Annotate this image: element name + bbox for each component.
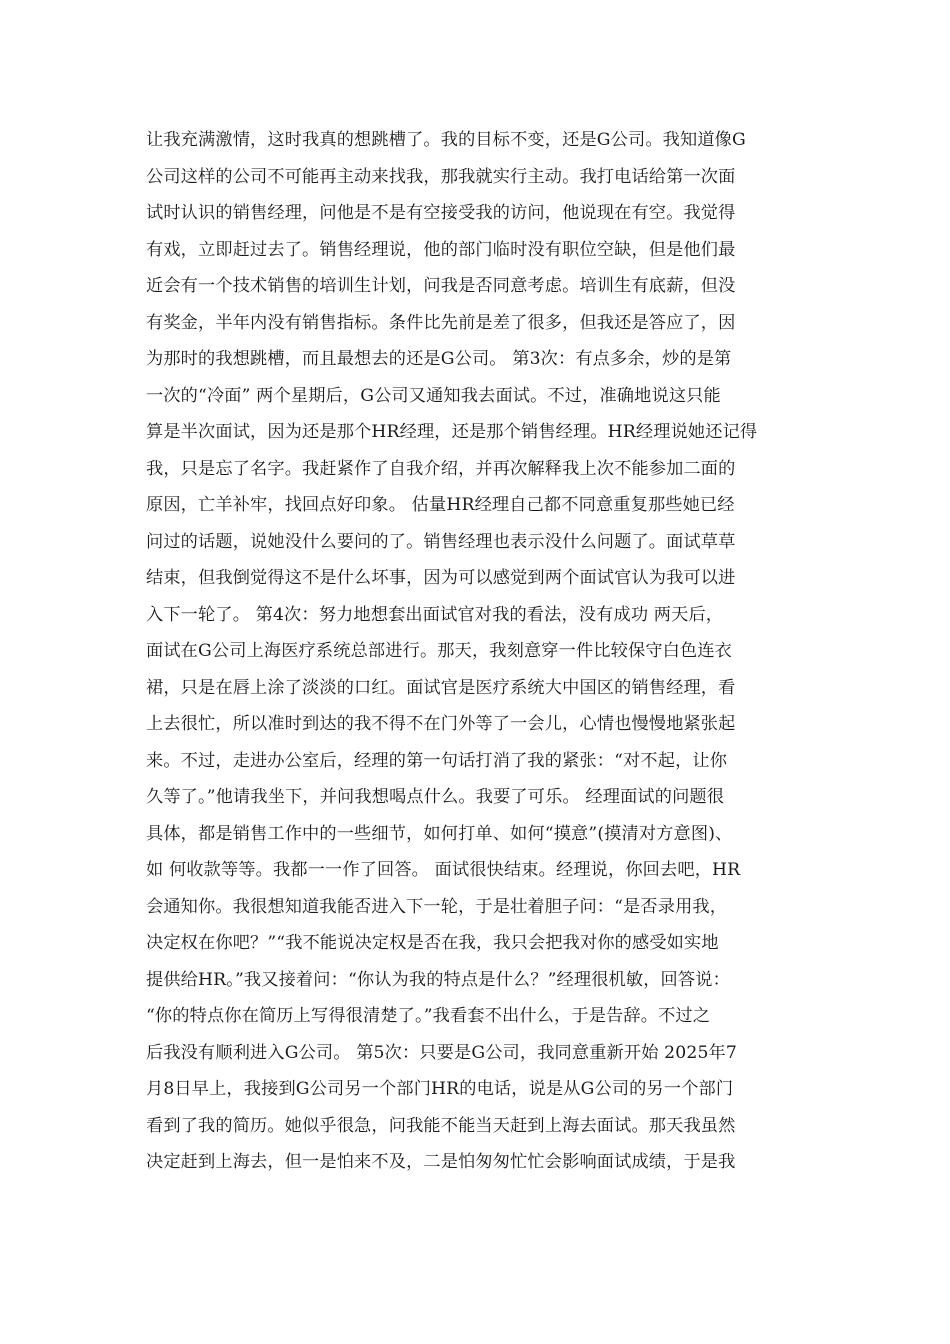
text-line: 我，只是忘了名字。我赶紧作了自我介绍，并再次解释我上次不能参加二面的 [146, 458, 736, 479]
document-body [146, 122, 816, 1181]
text-line: 上去很忙，所以准时到达的我不得不在门外等了一会儿，心情也慢慢地紧张起 [146, 714, 736, 734]
text-line: 决定赶到上海去，但一是怕来不及，二是怕匆匆忙忙会影响面试成绩，于是我 [146, 1152, 736, 1172]
text-line: 裙，只是在唇上涂了淡淡的口红。面试官是医疗系统大中国区的销售经理，看 [146, 677, 736, 698]
text-line: 近会有一个技术销售的培训生计划，问我是否同意考虑。培训生有底薪，但没 [146, 276, 736, 296]
text-line: 结束，但我倒觉得这不是什么坏事，因为可以感觉到两个面试官认为我可以进 [146, 568, 736, 588]
text-line: 具体，都是销售工作中的一些细节，如何打单、如何“摸意”(摸清对方意图)、 [146, 823, 733, 844]
text-line: 提供给HR。”我又接着问：“你认为我的特点是什么？”经理很机敏，回答说： [146, 969, 730, 990]
text-line: 入下一轮了。 第4次：努力地想套出面试官对我的看法，没有成功 两天后， [146, 604, 724, 625]
text-line: “你的特点你在简历上写得很清楚了。”我看套不出什么，于是告辞。不过之 [146, 1006, 711, 1026]
text-line: 让我充满激情，这时我真的想跳槽了。我的目标不变，还是G公司。我知道像G [146, 130, 746, 150]
text-line: 有奖金，半年内没有销售指标。条件比先前是差了很多，但我还是答应了，因 [146, 312, 736, 333]
text-line: 决定权在你吧？”“我不能说决定权是否在我，我只会把我对你的感受如实地 [146, 933, 719, 953]
text-line: 一次的“冷面” 两个星期后，G公司又通知我去面试。不过，准确地说这只能 [146, 385, 721, 406]
text-line: 原因，亡羊补牢，找回点好印象。 估量HR经理自己都不同意重复那些她已经 [146, 495, 735, 515]
text-line: 试时认识的销售经理，问他是不是有空接受我的访问，他说现在有空。我觉得 [146, 203, 736, 223]
text-line: 久等了。”他请我坐下，并问我想喝点什么。我要了可乐。 经理面试的问题很 [146, 787, 725, 807]
text-line: 如 何收款等等。我都一一作了回答。 面试很快结束。经理说，你回去吧，HR [146, 860, 741, 880]
text-line: 公司这样的公司不可能再主动来找我，那我就实行主动。我打电话给第一次面 [146, 166, 736, 187]
text-line: 会通知你。我很想知道我能否进入下一轮，于是壮着胆子问：“是否录用我， [146, 896, 728, 917]
text-line: 算是半次面试，因为还是那个HR经理，还是那个销售经理。HR经理说她还记得 [146, 422, 758, 442]
text-line: 有戏，立即赶过去了。销售经理说，他的部门临时没有职位空缺，但是他们最 [146, 239, 736, 260]
text-line: 后我没有顺利进入G公司。 第5次：只要是G公司，我同意重新开始 2025年7 [146, 1042, 737, 1063]
text-line: 问过的话题，说她没什么要问的了。销售经理也表示没什么问题了。面试草草 [146, 531, 736, 552]
text-line: 月8日早上，我接到G公司另一个部门HR的电话，说是从G公司的另一个部门 [146, 1079, 734, 1099]
text-line: 看到了我的简历。她似乎很急，问我能不能当天赶到上海去面试。那天我虽然 [146, 1115, 736, 1136]
text-line: 面试在G公司上海医疗系统总部进行。那天，我刻意穿一件比较保守白色连衣 [146, 641, 733, 661]
text-line: 为那时的我想跳槽，而且最想去的还是G公司。 第3次：有点多余，炒的是第 [146, 349, 732, 369]
text-line: 来。不过，走进办公室后，经理的第一句话打消了我的紧张：“对不起，让你 [146, 750, 728, 771]
